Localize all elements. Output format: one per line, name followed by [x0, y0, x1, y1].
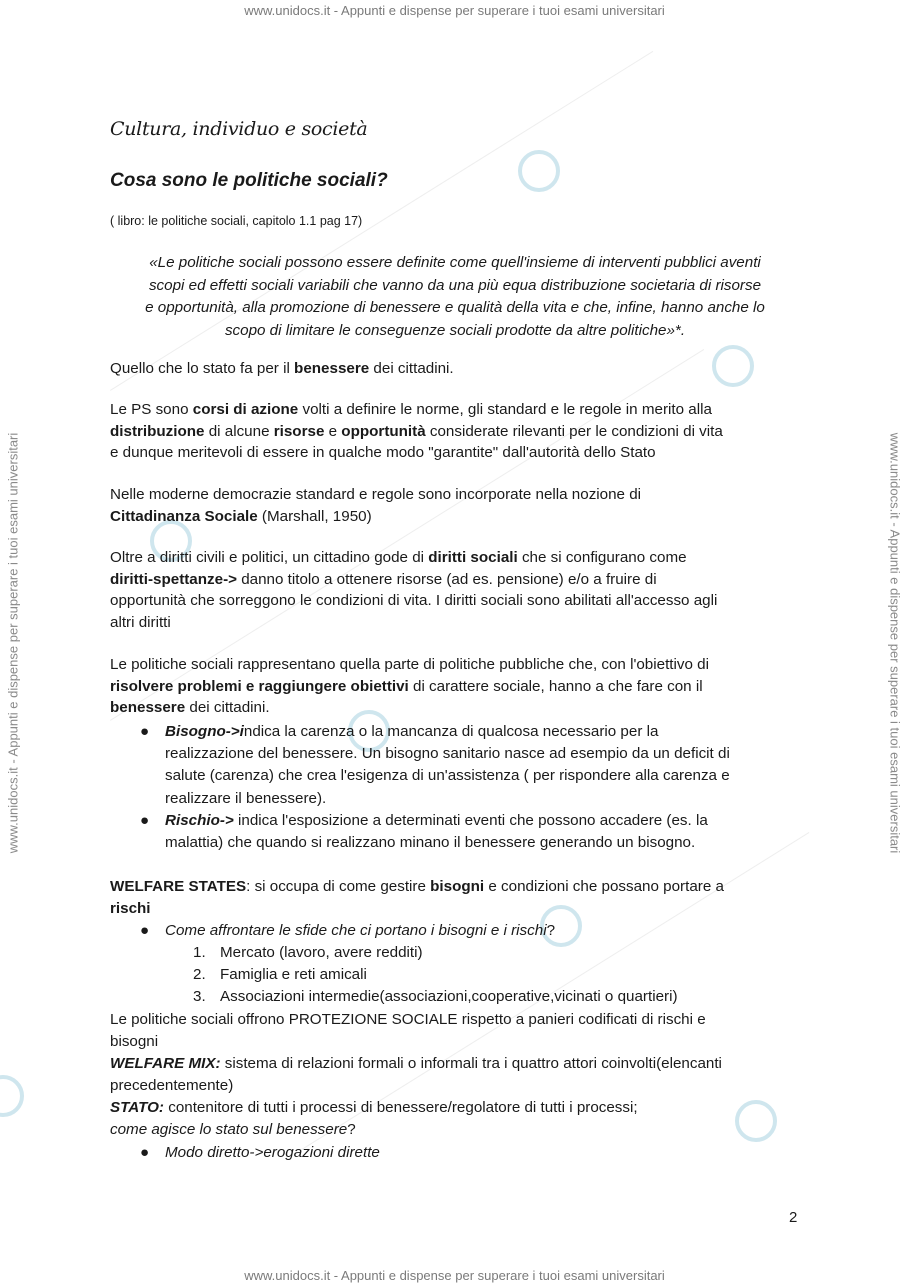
watermark-top: www.unidocs.it - Appunti e dispense per superare i tuoi esami universitari — [244, 3, 665, 18]
quote-line: scopi ed effetti sociali variabili che vanno da una più equa distribuzione societaria di risorse — [148, 276, 762, 294]
watermark-right: www.unidocs.it - Appunti e dispense per superare i tuoi esami universitari — [887, 432, 903, 854]
unidocs-logo-icon — [0, 1075, 24, 1117]
quote-line: e opportunità, alla promozione di benessere e qualità della vita e che, infine, hanno anche lo — [145, 299, 765, 317]
list-item-bisogno: Bisogno->indica la carenza o la mancanza di qualcosa necessario per la realizzazione del benessere. Un bisogno sanitario nasce ad esempio da un deficit di salute (carenza) che crea l'esigenza di un'assistenza ( per rispondere alla carenza e realizzare il benessere). — [165, 723, 730, 807]
numbered-item: Famiglia e reti amicali — [220, 966, 367, 983]
page-title: Cosa sono le politiche sociali? — [110, 170, 388, 191]
watermark-bottom: www.unidocs.it - Appunti e dispense per superare i tuoi esami universitari — [244, 1268, 665, 1283]
bullet-icon: ● — [140, 812, 150, 829]
paragraph-diritti-sociali: Oltre a diritti civili e politici, un cittadino gode di diritti sociali che si configurano come diritti-spettanze-> danno titolo a ottenere risorse (ad es. pensione) e/o a fruire di opportunità che sorreggono le condizioni di vita. I diritti sociali sono abilitati all'accesso agli altri diritti — [110, 549, 718, 631]
page-number: 2 — [789, 1209, 798, 1226]
quote-line: scopo di limitare le conseguenze sociali prodotte da altre politiche»*. — [224, 321, 686, 339]
bullet-icon: ● — [140, 922, 150, 939]
list-number: 1. — [193, 944, 206, 961]
list-item-modo-diretto: Modo diretto->erogazioni dirette — [165, 1144, 380, 1161]
paragraph-cittadinanza: Nelle moderne democrazie standard e regole sono incorporate nella nozione di Cittadinanza Sociale (Marshall, 1950) — [110, 486, 642, 525]
list-item-sfide: Come affrontare le sfide che ci portano i bisogni e i rischi? — [165, 922, 556, 939]
bullet-icon: ● — [140, 723, 150, 740]
quote-line: «Le politiche sociali possono essere definite come quell'insieme di interventi pubblici aventi — [149, 254, 761, 271]
watermark-left: www.unidocs.it - Appunti e dispense per superare i tuoi esami universitari — [5, 432, 21, 854]
paragraph-benessere: Quello che lo stato fa per il benessere dei cittadini. — [110, 360, 454, 377]
book-reference: ( libro: le politiche sociali, capitolo 1.1 pag 17) — [110, 214, 363, 228]
section-heading: Cultura, individuo e società — [110, 118, 368, 140]
list-number: 2. — [193, 966, 206, 983]
unidocs-logo-icon — [518, 150, 560, 192]
numbered-item: Associazioni intermedie(associazioni,cooperative,vicinati o quartieri) — [220, 988, 678, 1005]
bullet-icon: ● — [140, 1144, 150, 1161]
paragraph-politiche-sociali: Le politiche sociali rappresentano quella parte di politiche pubbliche che, con l'obiettivo di risolvere problemi e raggiungere obiettivi di carattere sociale, hanno a che fare con il benessere dei cittadini. — [110, 656, 709, 717]
list-item-rischio: Rischio-> indica l'esposizione a determinati eventi che possono accadere (es. la malattia) che quando si realizzano minano il benessere generando un bisogno. — [165, 812, 708, 852]
paragraph-welfare-states: WELFARE STATES: si occupa di come gestire bisogni e condizioni che possano portare a rischi — [110, 878, 724, 917]
paragraph-stato: STATO: contenitore di tutti i processi di benessere/regolatore di tutti i processi; come agisce lo stato sul benessere? — [110, 1099, 638, 1138]
numbered-item: Mercato (lavoro, avere redditi) — [220, 944, 423, 961]
definition-quote — [110, 252, 800, 342]
paragraph-protezione-sociale: Le politiche sociali offrono PROTEZIONE SOCIALE rispetto a panieri codificati di rischi e bisogni — [110, 1011, 706, 1050]
paragraph-ps-definition: Le PS sono corsi di azione volti a definire le norme, gli standard e le regole in merito alla distribuzione di alcune risorse e opportunità considerate rilevanti per le condizioni di vita e dunque meritevoli di essere in qualche modo "garantite" dall'autorità dello Stato — [110, 401, 723, 462]
list-number: 3. — [193, 988, 206, 1005]
paragraph-welfare-mix: WELFARE MIX: sistema di relazioni formali o informali tra i quattro attori coinvolti(elencanti precedentemente) — [110, 1055, 722, 1094]
